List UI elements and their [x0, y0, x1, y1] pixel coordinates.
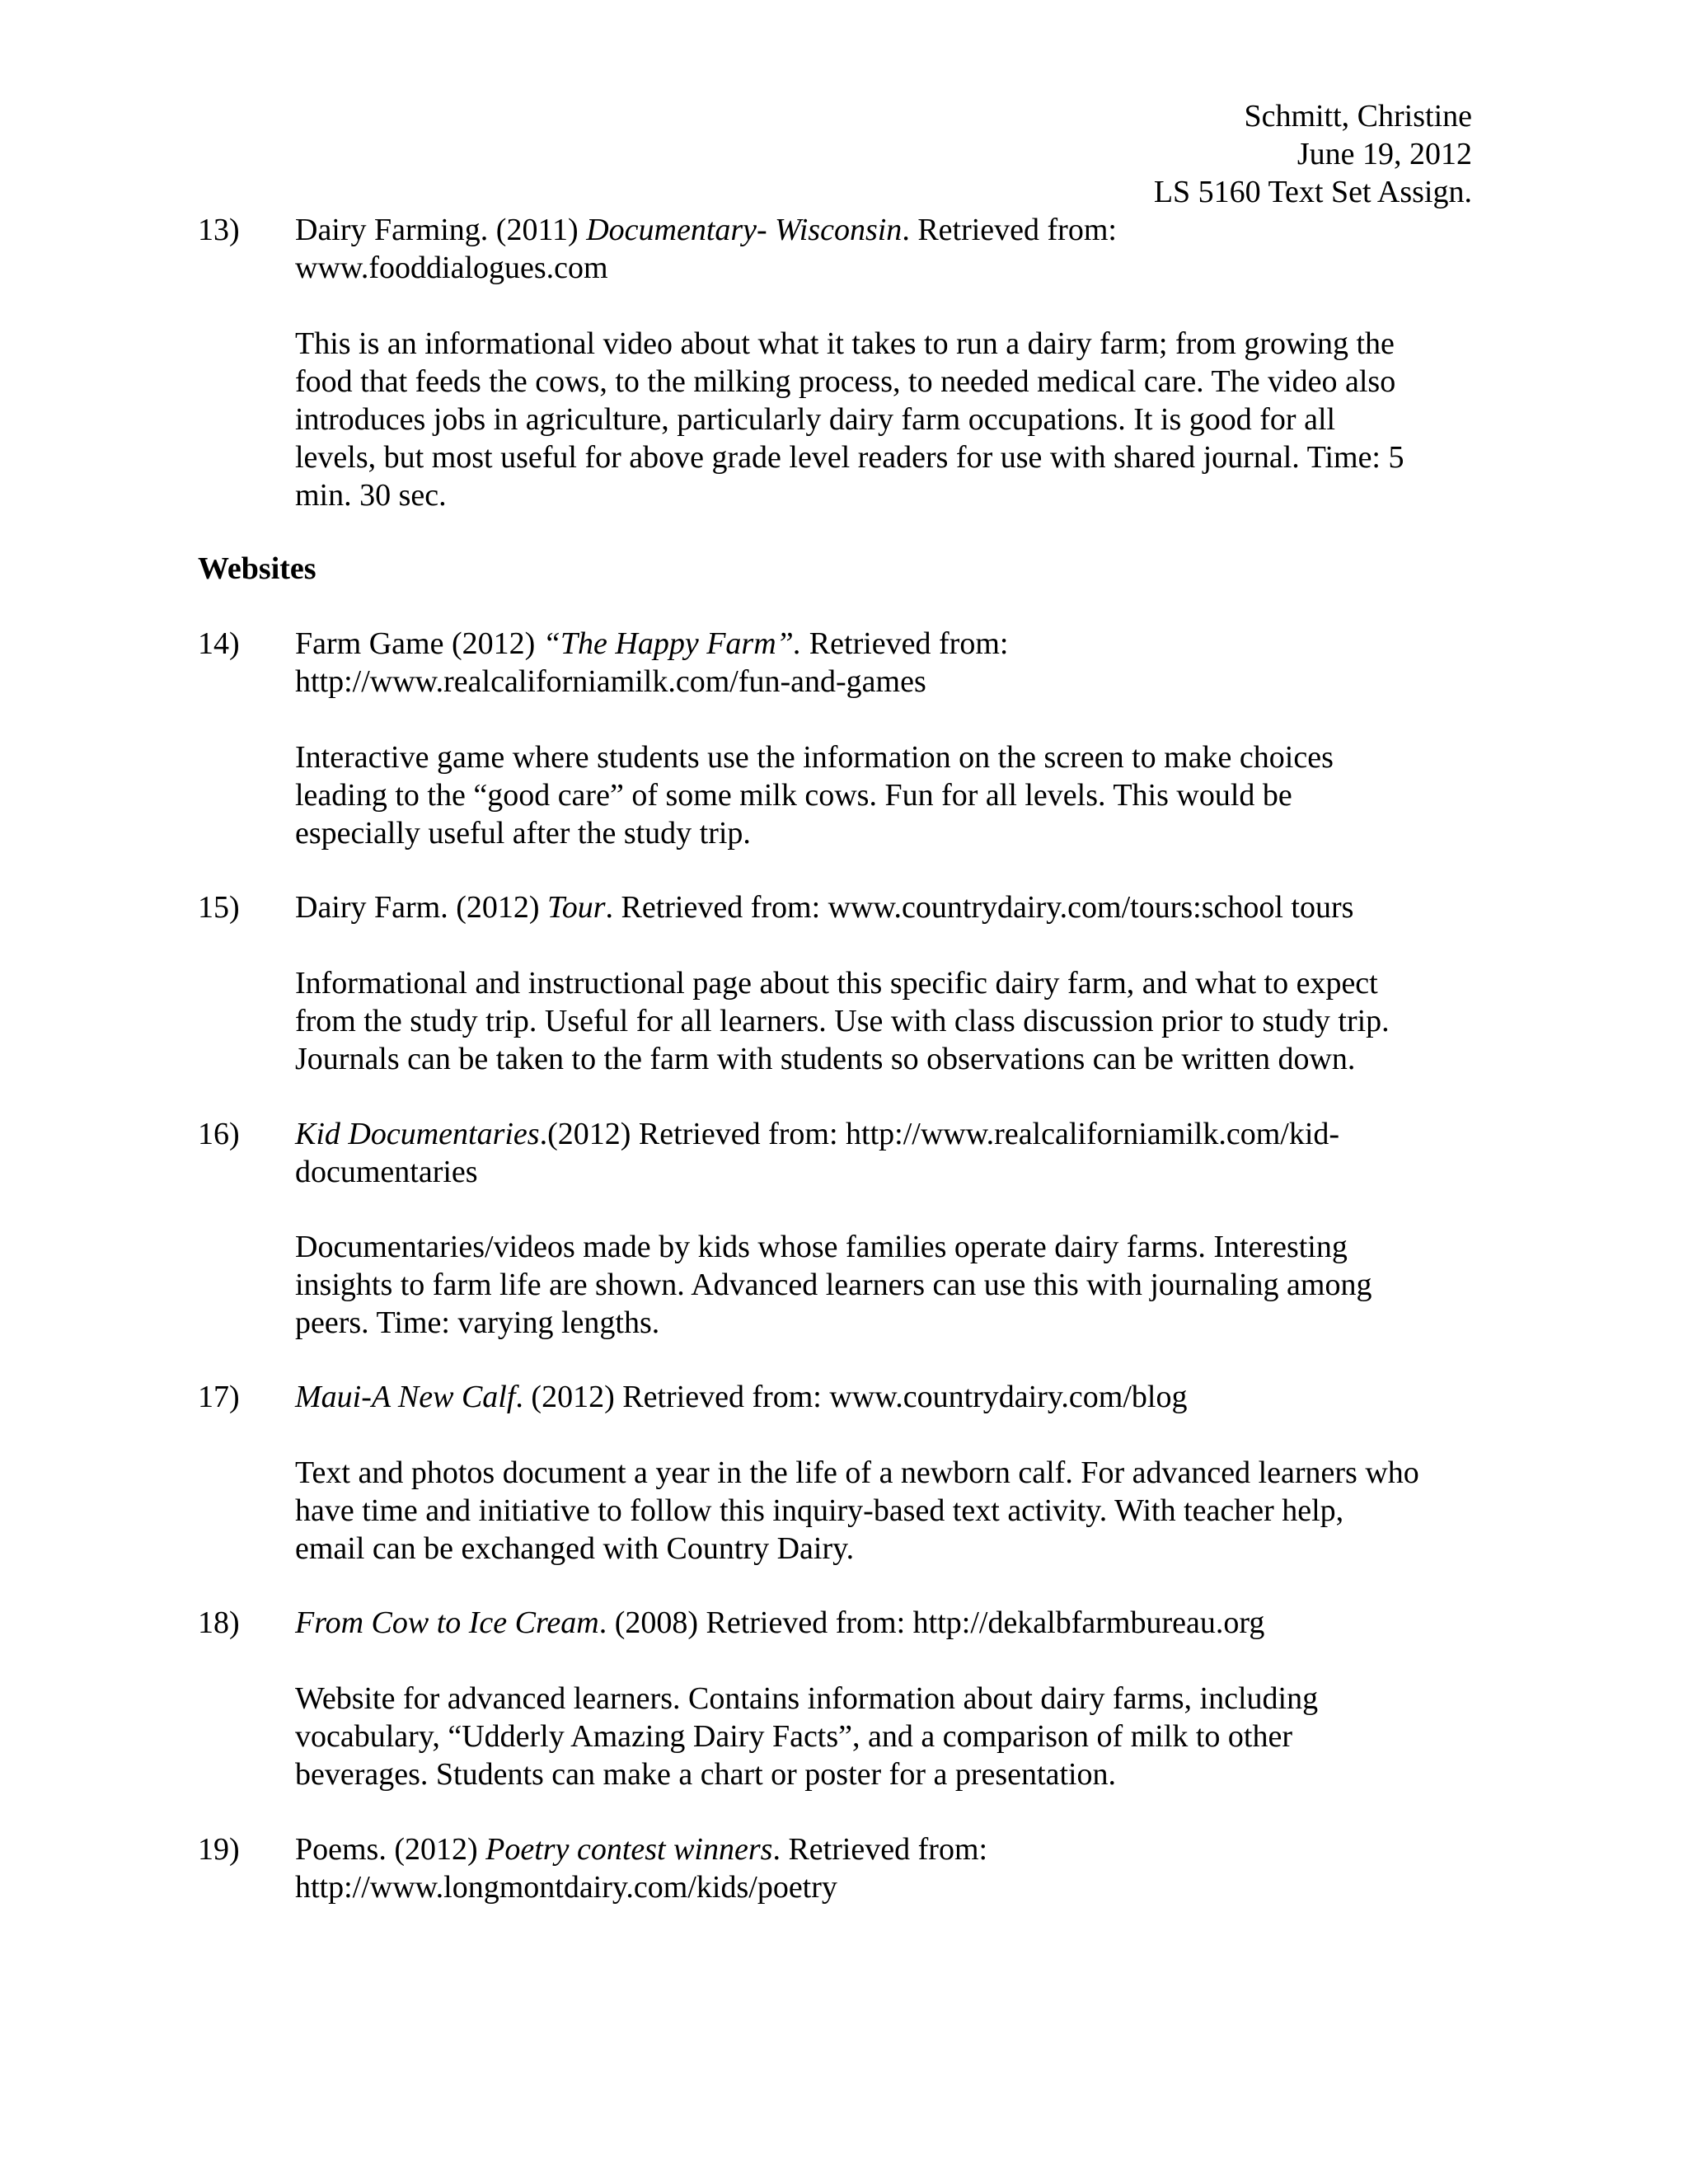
citation-title: “The Happy Farm”. [542, 626, 802, 661]
annotation-line: min. 30 sec. [295, 478, 447, 513]
annotation-line: Interactive game where students use the information on the screen to make choices [295, 740, 1334, 775]
citation-text: Dairy Farm. (2012) [295, 890, 548, 925]
annotation-line: email can be exchanged with Country Dairy. [295, 1531, 855, 1566]
citation-title: Documentary- Wisconsin [586, 213, 903, 247]
citation-url: documentaries [295, 1155, 478, 1189]
entry-number: 17) [198, 1380, 240, 1414]
citation-title: From Cow to Ice Cream [295, 1605, 599, 1640]
entry-number: 13) [198, 213, 240, 247]
citation-text: . (2008) Retrieved from: http://dekalbfarmbureau.org [598, 1605, 1265, 1640]
citation-title: Maui-A New Calf [295, 1380, 516, 1414]
author-name: Schmitt, Christine [1244, 99, 1472, 134]
citation-line [295, 1115, 1482, 1153]
annotation-line: vocabulary, “Udderly Amazing Dairy Facts”, and a comparison of milk to other [295, 1719, 1293, 1754]
annotation-13 [295, 325, 1482, 514]
citation-url: http://www.longmontdairy.com/kids/poetry [295, 1870, 837, 1905]
annotation-line: This is an informational video about what it takes to run a dairy farm; from growing the [295, 326, 1395, 361]
citation-text: Farm Game (2012) [295, 626, 543, 661]
citation-title: Tour [547, 890, 606, 925]
entry-number: 18) [198, 1605, 240, 1640]
annotation-14 [295, 738, 1482, 852]
annotation-17 [295, 1454, 1482, 1568]
entry-18 [295, 1604, 1482, 1642]
citation-text: . Retrieved from: www.countrydairy.com/tours:school tours [605, 890, 1354, 925]
section-heading-websites: Websites [198, 551, 316, 586]
citation-title: Kid Documentaries [295, 1117, 540, 1151]
annotation-line: beverages. Students can make a chart or poster for a presentation. [295, 1757, 1117, 1792]
annotation-line: especially useful after the study trip. [295, 816, 751, 851]
citation-text: Poems. (2012) [295, 1832, 486, 1867]
entry-16 [295, 1115, 1482, 1191]
citation-text: Retrieved from: [801, 626, 1009, 661]
annotation-line: from the study trip. Useful for all learners. Use with class discussion prior to study trip. [295, 1004, 1390, 1038]
annotation-15 [295, 964, 1482, 1078]
citation-line [295, 1604, 1482, 1642]
annotation-line: introduces jobs in agriculture, particularly dairy farm occupations. It is good for all [295, 402, 1336, 437]
entry-15 [295, 888, 1482, 926]
entry-19 [295, 1830, 1482, 1906]
document-header [1154, 97, 1472, 211]
entry-13 [295, 211, 1482, 287]
entry-number: 14) [198, 626, 240, 661]
citation-url: http://www.realcaliforniamilk.com/fun-and-games [295, 664, 926, 699]
citation-title: Poetry contest winners [485, 1832, 773, 1867]
entry-17 [295, 1378, 1482, 1416]
entry-number: 19) [198, 1832, 240, 1867]
annotation-line: peers. Time: varying lengths. [295, 1305, 660, 1340]
annotation-line: Text and photos document a year in the life of a newborn calf. For advanced learners who [295, 1455, 1419, 1490]
annotation-line: Documentaries/videos made by kids whose families operate dairy farms. Interesting [295, 1230, 1348, 1264]
citation-line [295, 1378, 1482, 1416]
citation-text: .(2012) Retrieved from: http://www.realcaliforniamilk.com/kid- [539, 1117, 1340, 1151]
annotation-line: insights to farm life are shown. Advanced learners can use this with journaling among [295, 1268, 1372, 1302]
annotation-line: Journals can be taken to the farm with students so observations can be written down. [295, 1042, 1356, 1076]
citation-text: . (2012) Retrieved from: www.countrydairy.com/blog [515, 1380, 1188, 1414]
entry-number: 16) [198, 1117, 240, 1151]
citation-text: Dairy Farming. (2011) [295, 213, 587, 247]
annotation-18 [295, 1680, 1482, 1793]
entry-number: 15) [198, 890, 240, 925]
annotation-line: Informational and instructional page about this specific dairy farm, and what to expect [295, 966, 1378, 1001]
citation-text: . Retrieved from: [902, 213, 1117, 247]
annotation-line: leading to the “good care” of some milk cows. Fun for all levels. This would be [295, 778, 1292, 813]
citation-line [295, 625, 1482, 663]
annotation-line: have time and initiative to follow this inquiry-based text activity. With teacher help, [295, 1493, 1344, 1528]
course-assignment: LS 5160 Text Set Assign. [1153, 175, 1472, 209]
document-date: June 19, 2012 [1296, 137, 1472, 171]
annotation-line: levels, but most useful for above grade level readers for use with shared journal. Time: 5 [295, 440, 1404, 475]
entry-14 [295, 625, 1482, 701]
citation-url: www.fooddialogues.com [295, 251, 608, 285]
citation-line [295, 211, 1482, 249]
citation-line [295, 888, 1482, 926]
annotation-16 [295, 1228, 1482, 1342]
annotation-line: Website for advanced learners. Contains information about dairy farms, including [295, 1681, 1319, 1716]
citation-line [295, 1830, 1482, 1868]
citation-text: . Retrieved from: [772, 1832, 988, 1867]
annotation-line: food that feeds the cows, to the milking process, to needed medical care. The video also [295, 364, 1396, 399]
